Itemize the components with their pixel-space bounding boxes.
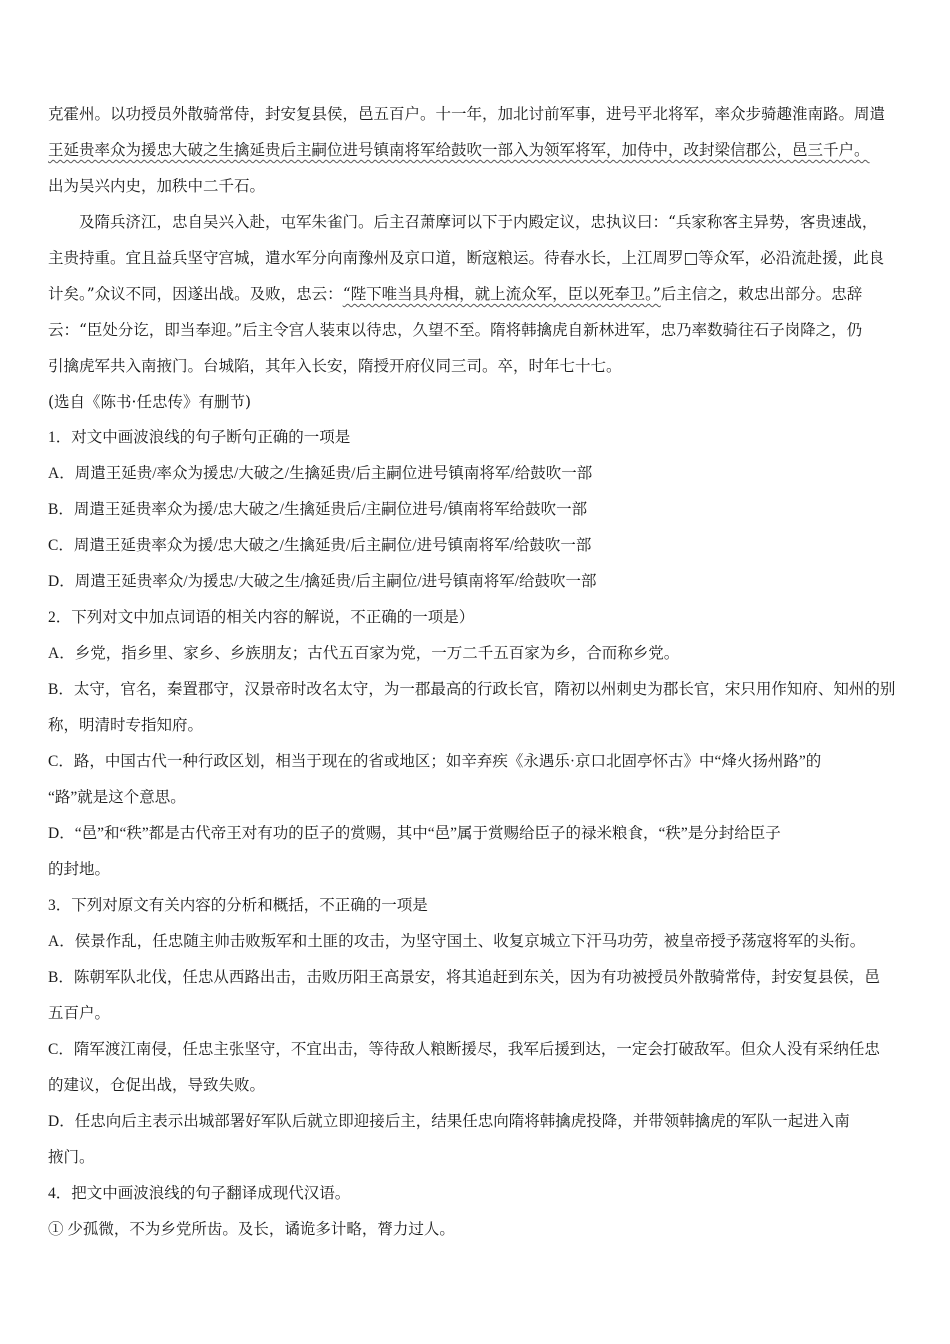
passage-line: 出为吴兴内史，加秩中二千石。 <box>48 177 266 195</box>
question-2-option-d: D．“邑”和“秩”都是古代帝王对有功的臣子的赏赐，其中“邑”属于赏赐给臣子的禄米粮食，“秩”是分封给臣子 <box>48 825 781 842</box>
document-page <box>48 96 914 1248</box>
question-3-option-b: B．陈朝军队北伐，任忠从西路出击，击败历阳王高景安，将其追赶到东关，因为有功被授员外散骑常侍，封安复县侯，邑 <box>48 969 880 986</box>
passage-line: 云：“臣处分讫，即当奉迎。”后主令宫人装束以待忠，久望不至。隋将韩擒虎自新林进军，忠乃率数骑往石子岗降之，仍 <box>48 321 863 339</box>
question-4-item-1: ① 少孤微，不为乡党所齿。及长，谲诡多计略，膂力过人。 <box>48 1221 455 1238</box>
source-citation: (选自《陈书·任忠传》有删节) <box>48 393 252 411</box>
passage-line <box>48 276 914 312</box>
question-3-option-c-cont: 的建议，仓促出战，导致失败。 <box>48 1077 266 1094</box>
passage-line-wavy <box>48 132 914 168</box>
question-2-stem: 2．下列对文中加点词语的相关内容的解说，不正确的一项是） <box>48 609 475 626</box>
question-1-option-c: C．周遣王延贵率众为援/忠大破之/生擒延贵/后主嗣位/进号镇南将军/给鼓吹一部 <box>48 537 592 554</box>
question-3-option-c: C．隋军渡江南侵，任忠主张坚守，不宜出击，等待敌人粮断援尽，我军后援到达，一定会打破敌军。但众人没有采纳任忠 <box>48 1041 880 1058</box>
question-2-option-c-cont: “路”就是这个意思。 <box>48 789 186 806</box>
question-1-option-d: D．周遣王延贵率众/为援忠/大破之生/擒延贵/后主嗣位/进号镇南将军/给鼓吹一部 <box>48 573 597 590</box>
question-1-option-a: A．周遣王延贵/率众为援忠/大破之/生擒延贵/后主嗣位进号镇南将军/给鼓吹一部 <box>48 465 593 482</box>
wavy-underlined-sentence: 王延贵率众为援忠大破之生擒延贵后主嗣位进号镇南将军给鼓吹一部入为领军将军，加侍中，改封梁信郡公，邑三千户。 <box>48 141 870 159</box>
question-2-option-c: C．路，中国古代一种行政区划，相当于现在的省或地区；如辛弃疾《永遇乐·京口北固亭怀古》中“烽火扬州路”的 <box>48 753 822 770</box>
question-3-option-a: A．侯景作乱，任忠随主帅击败叛军和土匪的攻击，为坚守国土、收复京城立下汗马功劳，被皇帝授予荡寇将军的头衔。 <box>48 933 866 950</box>
question-4-stem: 4．把文中画波浪线的句子翻译成现代汉语。 <box>48 1185 351 1202</box>
question-3-option-d: D．任忠向后主表示出城部署好军队后就立即迎接后主，结果任忠向隋将韩擒虎投降，并带领韩擒虎的军队一起进入南 <box>48 1113 850 1130</box>
passage-line: 引擒虎军共入南掖门。台城陷，其年入长安，隋授开府仪同三司。卒，时年七十七。 <box>48 357 622 375</box>
question-2-option-a: A．乡党，指乡里、家乡、乡族朋友；古代五百家为党，一万二千五百家为乡，合而称乡党。 <box>48 645 680 662</box>
passage-line: 主贵持重。宜且益兵坚守宫城，遣水军分向南豫州及京口道，断寇粮运。待春水长，上江周罗□等众军，必沿流赴援，此良 <box>48 249 885 267</box>
question-2-option-d-cont: 的封地。 <box>48 861 111 878</box>
question-2-option-b-cont: 称，明清时专指知府。 <box>48 717 204 734</box>
question-1-stem: 1．对文中画波浪线的句子断句正确的一项是 <box>48 429 351 446</box>
passage-line: 克霍州。以功授员外散骑常侍，封安复县侯，邑五百户。十一年，加北讨前军事，进号平北将军，率众步骑趣淮南路。周遣 <box>48 105 886 123</box>
question-1-option-b: B．周遣王延贵率众为援/忠大破之/生擒延贵后/主嗣位进号/镇南将军给鼓吹一部 <box>48 501 588 518</box>
wavy-underlined-sentence: “陛下唯当具舟楫，就上流众军，臣以死奉卫。” <box>342 285 661 303</box>
passage-text: 计矣。”众议不同，因遂出战。及败，忠云： <box>48 285 343 303</box>
question-3-option-b-cont: 五百户。 <box>48 1005 111 1022</box>
passage-line: 及隋兵济江，忠自吴兴入赴，屯军朱雀门。后主召萧摩诃以下于内殿定议，忠执议曰：“兵家称客主异势，客贵速战， <box>79 213 878 231</box>
question-3-stem: 3．下列对原文有关内容的分析和概括，不正确的一项是 <box>48 897 428 914</box>
passage-text: 后主信之，敕忠出部分。忠辞 <box>660 285 863 303</box>
question-3-option-d-cont: 掖门。 <box>48 1149 95 1166</box>
question-2-option-b: B．太守，官名，秦置郡守，汉景帝时改名太守，为一郡最高的行政长官，隋初以州刺史为郡长官，宋只用作知府、知州的别 <box>48 681 896 698</box>
